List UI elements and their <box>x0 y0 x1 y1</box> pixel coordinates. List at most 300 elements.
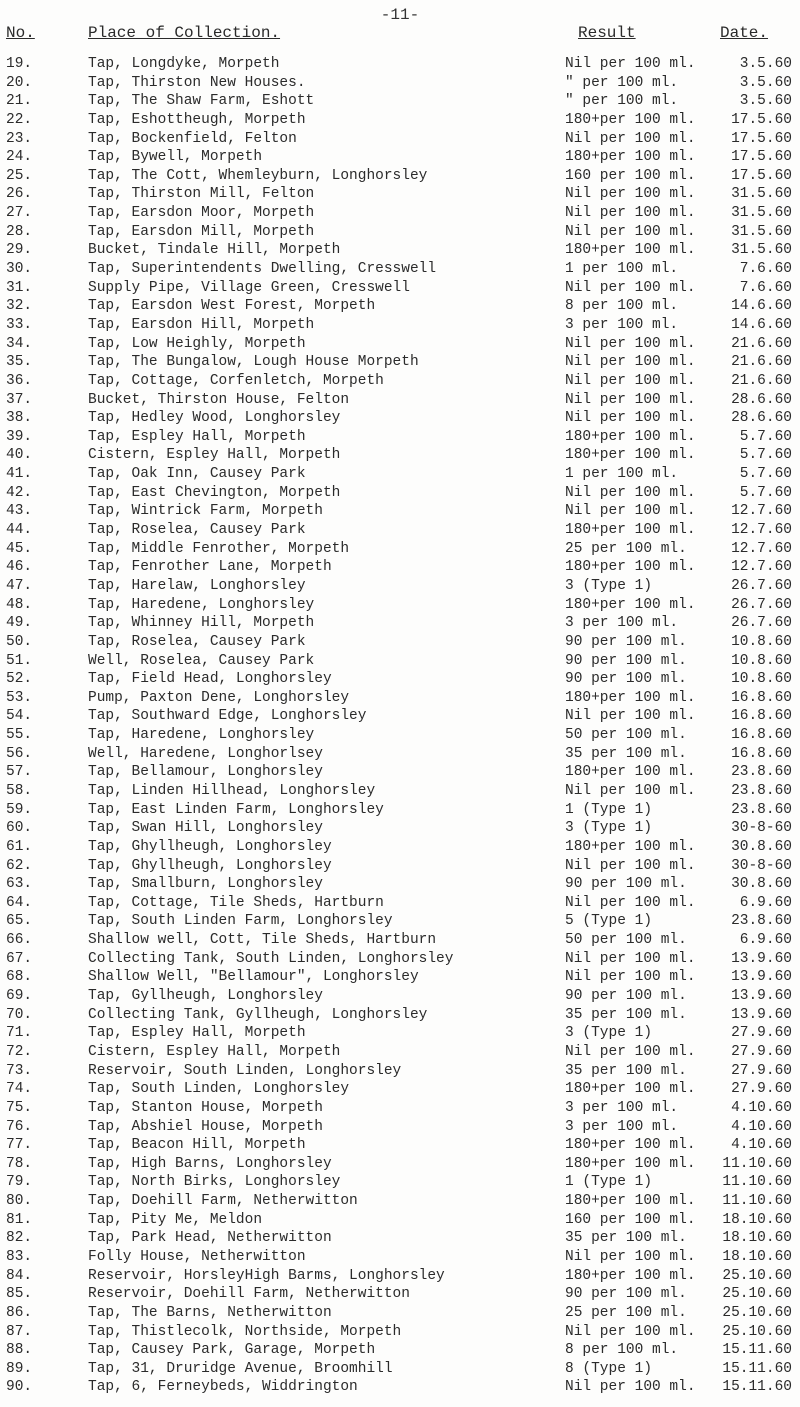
row-date: 17.5.60 <box>731 111 792 128</box>
row-number: 87. <box>6 1323 33 1340</box>
row-result: 35 per 100 ml. <box>565 745 687 762</box>
row-date: 30-8-60 <box>731 857 792 874</box>
table-row <box>0 1024 800 1043</box>
row-place: Tap, 6, Ferneybeds, Widdrington <box>88 1379 358 1396</box>
table-row <box>0 912 800 931</box>
row-date: 23.8.60 <box>731 801 792 818</box>
row-number: 70. <box>6 1006 33 1023</box>
row-place: Reservoir, HorsleyHigh Barms, Longhorsley <box>88 1267 445 1284</box>
row-date: 27.9.60 <box>731 1025 792 1042</box>
row-date: 21.6.60 <box>731 372 792 389</box>
table-row <box>0 652 800 671</box>
row-result: 90 per 100 ml. <box>565 633 687 650</box>
row-number: 53. <box>6 689 33 706</box>
row-place: Tap, Pity Me, Meldon <box>88 1211 263 1228</box>
row-date: 12.7.60 <box>731 540 792 557</box>
row-date: 30-8-60 <box>731 820 792 837</box>
row-number: 67. <box>6 950 33 967</box>
table-row <box>0 223 800 242</box>
row-date: 17.5.60 <box>731 130 792 147</box>
row-number: 22. <box>6 111 33 128</box>
table-row <box>0 260 800 279</box>
row-place: Tap, The Shaw Farm, Eshott <box>88 93 315 110</box>
row-number: 19. <box>6 56 33 72</box>
row-number: 76. <box>6 1118 33 1135</box>
table-row <box>0 167 800 186</box>
row-number: 34. <box>6 335 33 352</box>
row-result: Nil per 100 ml. <box>565 223 696 240</box>
row-number: 78. <box>6 1155 33 1172</box>
row-number: 62. <box>6 857 33 874</box>
row-result: 180+per 100 ml. <box>565 522 696 539</box>
row-result: Nil per 100 ml. <box>565 950 696 967</box>
row-number: 68. <box>6 969 33 986</box>
row-place: Reservoir, Doehill Farm, Netherwitton <box>88 1286 410 1303</box>
row-result: 3 (Type 1) <box>565 577 653 594</box>
row-result: 90 per 100 ml. <box>565 652 687 669</box>
table-row <box>0 1080 800 1099</box>
table-row <box>0 950 800 969</box>
table-row <box>0 1118 800 1137</box>
row-result: 180+per 100 ml. <box>565 428 696 445</box>
row-place: Collecting Tank, South Linden, Longhorsley <box>88 950 454 967</box>
row-result: 3 per 100 ml. <box>565 1118 679 1135</box>
row-result: 50 per 100 ml. <box>565 727 687 744</box>
row-result: 3 (Type 1) <box>565 1025 653 1042</box>
row-result: 90 per 100 ml. <box>565 671 687 688</box>
row-number: 80. <box>6 1193 33 1210</box>
row-result: 3 per 100 ml. <box>565 1099 679 1116</box>
row-result: Nil per 100 ml. <box>565 279 696 296</box>
row-date: 18.10.60 <box>722 1211 792 1228</box>
table-row <box>0 745 800 764</box>
row-place: Tap, Thirston Mill, Felton <box>88 186 315 203</box>
table-row <box>0 1043 800 1062</box>
row-result: Nil per 100 ml. <box>565 857 696 874</box>
row-place: Tap, Linden Hillhead, Longhorsley <box>88 782 376 799</box>
row-place: Tap, Earsdon Mill, Morpeth <box>88 223 315 240</box>
row-date: 25.10.60 <box>722 1323 792 1340</box>
row-date: 5.7.60 <box>739 447 792 464</box>
row-number: 88. <box>6 1342 33 1359</box>
row-date: 3.5.60 <box>739 56 792 72</box>
row-date: 10.8.60 <box>731 671 792 688</box>
table-row <box>0 1173 800 1192</box>
row-date: 5.7.60 <box>739 484 792 501</box>
row-place: Tap, Swan Hill, Longhorsley <box>88 820 323 837</box>
row-result: 3 per 100 ml. <box>565 615 679 632</box>
row-number: 63. <box>6 876 33 893</box>
row-result: Nil per 100 ml. <box>565 969 696 986</box>
row-number: 72. <box>6 1043 33 1060</box>
row-result: 1 (Type 1) <box>565 801 653 818</box>
row-place: Cistern, Espley Hall, Morpeth <box>88 447 341 464</box>
row-date: 27.9.60 <box>731 1081 792 1098</box>
table-row <box>0 931 800 950</box>
row-result: 8 (Type 1) <box>565 1360 653 1377</box>
table-row <box>0 484 800 503</box>
row-date: 27.9.60 <box>731 1062 792 1079</box>
row-place: Tap, Southward Edge, Longhorsley <box>88 708 367 725</box>
table-row <box>0 1378 800 1397</box>
row-date: 16.8.60 <box>731 708 792 725</box>
row-place: Tap, Doehill Farm, Netherwitton <box>88 1193 358 1210</box>
row-date: 4.10.60 <box>731 1118 792 1135</box>
row-place: Tap, Abshiel House, Morpeth <box>88 1118 323 1135</box>
row-place: Cistern, Espley Hall, Morpeth <box>88 1043 341 1060</box>
row-date: 31.5.60 <box>731 242 792 259</box>
row-number: 47. <box>6 577 33 594</box>
row-place: Pump, Paxton Dene, Longhorsley <box>88 689 350 706</box>
row-number: 43. <box>6 503 33 520</box>
row-place: Tap, Hedley Wood, Longhorsley <box>88 410 341 427</box>
row-number: 20. <box>6 74 33 91</box>
row-number: 46. <box>6 559 33 576</box>
row-date: 13.9.60 <box>731 950 792 967</box>
row-date: 16.8.60 <box>731 727 792 744</box>
row-date: 6.9.60 <box>739 932 792 949</box>
table-row <box>0 241 800 260</box>
table-row <box>0 875 800 894</box>
table-row <box>0 1192 800 1211</box>
row-result: 50 per 100 ml. <box>565 932 687 949</box>
row-place: Shallow Well, "Bellamour", Longhorsley <box>88 969 419 986</box>
row-place: Tap, Bellamour, Longhorsley <box>88 764 323 781</box>
table-row <box>0 1360 800 1379</box>
row-number: 81. <box>6 1211 33 1228</box>
table-row <box>0 111 800 130</box>
row-place: Tap, Fenrother Lane, Morpeth <box>88 559 332 576</box>
row-date: 11.10.60 <box>722 1174 792 1191</box>
row-place: Reservoir, South Linden, Longhorsley <box>88 1062 402 1079</box>
row-date: 21.6.60 <box>731 335 792 352</box>
row-place: Well, Haredene, Longhorlsey <box>88 745 323 762</box>
row-place: Tap, East Linden Farm, Longhorsley <box>88 801 384 818</box>
row-number: 84. <box>6 1267 33 1284</box>
row-result: 25 per 100 ml. <box>565 1304 687 1321</box>
row-date: 23.8.60 <box>731 913 792 930</box>
row-number: 79. <box>6 1174 33 1191</box>
row-place: Tap, Oak Inn, Causey Park <box>88 466 306 483</box>
row-result: " per 100 ml. <box>565 74 679 91</box>
table-row <box>0 1285 800 1304</box>
table-row <box>0 1323 800 1342</box>
row-place: Tap, Harelaw, Longhorsley <box>88 577 306 594</box>
row-place: Supply Pipe, Village Green, Cresswell <box>88 279 410 296</box>
row-result: Nil per 100 ml. <box>565 1043 696 1060</box>
table-row <box>0 1155 800 1174</box>
row-result: Nil per 100 ml. <box>565 391 696 408</box>
row-place: Tap, East Chevington, Morpeth <box>88 484 341 501</box>
row-result: Nil per 100 ml. <box>565 56 696 72</box>
row-place: Tap, Whinney Hill, Morpeth <box>88 615 315 632</box>
row-place: Tap, Smallburn, Longhorsley <box>88 876 323 893</box>
row-place: Tap, Espley Hall, Morpeth <box>88 1025 306 1042</box>
row-number: 89. <box>6 1360 33 1377</box>
table-row <box>0 1248 800 1267</box>
header-no: No. <box>6 24 35 42</box>
row-result: 35 per 100 ml. <box>565 1062 687 1079</box>
row-date: 11.10.60 <box>722 1193 792 1210</box>
table-row <box>0 428 800 447</box>
row-result: 180+per 100 ml. <box>565 559 696 576</box>
row-result: 8 per 100 ml. <box>565 1342 679 1359</box>
row-result: Nil per 100 ml. <box>565 335 696 352</box>
row-date: 6.9.60 <box>739 894 792 911</box>
row-number: 86. <box>6 1304 33 1321</box>
row-number: 31. <box>6 279 33 296</box>
row-date: 28.6.60 <box>731 410 792 427</box>
row-place: Tap, Ghyllheugh, Longhorsley <box>88 857 332 874</box>
row-result: 3 (Type 1) <box>565 820 653 837</box>
table-row <box>0 502 800 521</box>
table-row <box>0 540 800 559</box>
row-result: 180+per 100 ml. <box>565 1081 696 1098</box>
row-place: Tap, Bywell, Morpeth <box>88 149 263 166</box>
row-date: 10.8.60 <box>731 652 792 669</box>
row-date: 3.5.60 <box>739 93 792 110</box>
header-result: Result <box>578 24 636 42</box>
row-result: Nil per 100 ml. <box>565 782 696 799</box>
row-date: 28.6.60 <box>731 391 792 408</box>
table-row <box>0 1229 800 1248</box>
table-row <box>0 1006 800 1025</box>
row-result: 180+per 100 ml. <box>565 149 696 166</box>
row-date: 25.10.60 <box>722 1267 792 1284</box>
row-number: 23. <box>6 130 33 147</box>
row-number: 61. <box>6 838 33 855</box>
row-result: " per 100 ml. <box>565 93 679 110</box>
row-date: 15.11.60 <box>722 1342 792 1359</box>
table-row <box>0 633 800 652</box>
row-number: 24. <box>6 149 33 166</box>
row-number: 74. <box>6 1081 33 1098</box>
row-result: 180+per 100 ml. <box>565 764 696 781</box>
row-date: 26.7.60 <box>731 577 792 594</box>
table-row <box>0 55 800 74</box>
row-result: Nil per 100 ml. <box>565 708 696 725</box>
row-place: Tap, Roselea, Causey Park <box>88 633 306 650</box>
row-date: 27.9.60 <box>731 1043 792 1060</box>
row-place: Tap, Causey Park, Garage, Morpeth <box>88 1342 376 1359</box>
row-result: 90 per 100 ml. <box>565 876 687 893</box>
row-place: Folly House, Netherwitton <box>88 1249 306 1265</box>
row-number: 60. <box>6 820 33 837</box>
table-row <box>0 446 800 465</box>
row-date: 5.7.60 <box>739 428 792 445</box>
table-row <box>0 372 800 391</box>
row-date: 26.7.60 <box>731 615 792 632</box>
row-number: 64. <box>6 894 33 911</box>
page-number: -11- <box>380 6 420 24</box>
table-row <box>0 335 800 354</box>
table-row <box>0 1136 800 1155</box>
row-place: Tap, The Bungalow, Lough House Morpeth <box>88 354 419 371</box>
row-date: 26.7.60 <box>731 596 792 613</box>
table-row <box>0 316 800 335</box>
row-place: Tap, Superintendents Dwelling, Cresswell <box>88 261 437 278</box>
row-number: 77. <box>6 1137 33 1154</box>
row-result: Nil per 100 ml. <box>565 1323 696 1340</box>
table-row <box>0 614 800 633</box>
table-row <box>0 596 800 615</box>
row-place: Tap, Thirston New Houses. <box>88 74 306 91</box>
row-number: 65. <box>6 913 33 930</box>
row-date: 18.10.60 <box>722 1249 792 1265</box>
table-row <box>0 74 800 93</box>
row-date: 23.8.60 <box>731 782 792 799</box>
row-date: 3.5.60 <box>739 74 792 91</box>
row-number: 42. <box>6 484 33 501</box>
row-result: Nil per 100 ml. <box>565 372 696 389</box>
row-result: 180+per 100 ml. <box>565 111 696 128</box>
row-result: Nil per 100 ml. <box>565 1249 696 1265</box>
row-place: Tap, Stanton House, Morpeth <box>88 1099 323 1116</box>
row-result: 5 (Type 1) <box>565 913 653 930</box>
row-date: 30.8.60 <box>731 838 792 855</box>
row-place: Tap, Earsdon Hill, Morpeth <box>88 316 315 333</box>
row-number: 35. <box>6 354 33 371</box>
row-place: Tap, Park Head, Netherwitton <box>88 1230 332 1247</box>
row-place: Tap, Low Heighly, Morpeth <box>88 335 306 352</box>
row-date: 13.9.60 <box>731 969 792 986</box>
row-number: 26. <box>6 186 33 203</box>
row-number: 82. <box>6 1230 33 1247</box>
table-row <box>0 763 800 782</box>
row-date: 25.10.60 <box>722 1304 792 1321</box>
header-place: Place of Collection. <box>88 24 281 42</box>
row-number: 50. <box>6 633 33 650</box>
row-place: Tap, South Linden, Longhorsley <box>88 1081 350 1098</box>
row-result: 25 per 100 ml. <box>565 540 687 557</box>
row-number: 54. <box>6 708 33 725</box>
row-number: 69. <box>6 988 33 1005</box>
row-number: 37. <box>6 391 33 408</box>
row-result: Nil per 100 ml. <box>565 354 696 371</box>
row-number: 66. <box>6 932 33 949</box>
row-place: Tap, Cottage, Tile Sheds, Hartburn <box>88 894 384 911</box>
row-date: 17.5.60 <box>731 149 792 166</box>
table-row <box>0 204 800 223</box>
table-row <box>0 185 800 204</box>
table-row <box>0 782 800 801</box>
header-date: Date. <box>720 24 769 42</box>
row-result: 35 per 100 ml. <box>565 1006 687 1023</box>
table-row <box>0 707 800 726</box>
row-date: 25.10.60 <box>722 1286 792 1303</box>
row-place: Tap, Haredene, Longhorsley <box>88 596 315 613</box>
table-row <box>0 465 800 484</box>
row-number: 57. <box>6 764 33 781</box>
row-date: 12.7.60 <box>731 522 792 539</box>
row-result: 180+per 100 ml. <box>565 596 696 613</box>
row-number: 33. <box>6 316 33 333</box>
row-number: 90. <box>6 1379 33 1396</box>
row-number: 83. <box>6 1249 33 1265</box>
row-place: Collecting Tank, Gyllheugh, Longhorsley <box>88 1006 428 1023</box>
table-row <box>0 726 800 745</box>
row-date: 30.8.60 <box>731 876 792 893</box>
row-place: Tap, Eshottheugh, Morpeth <box>88 111 306 128</box>
table-row <box>0 670 800 689</box>
row-place: Tap, Field Head, Longhorsley <box>88 671 332 688</box>
table-row <box>0 391 800 410</box>
row-date: 23.8.60 <box>731 764 792 781</box>
row-number: 73. <box>6 1062 33 1079</box>
row-place: Tap, South Linden Farm, Longhorsley <box>88 913 393 930</box>
row-date: 31.5.60 <box>731 186 792 203</box>
row-date: 7.6.60 <box>739 279 792 296</box>
row-result: 180+per 100 ml. <box>565 242 696 259</box>
row-number: 44. <box>6 522 33 539</box>
row-place: Tap, Middle Fenrother, Morpeth <box>88 540 350 557</box>
table-row <box>0 819 800 838</box>
row-number: 25. <box>6 167 33 184</box>
row-date: 14.6.60 <box>731 298 792 315</box>
row-result: 35 per 100 ml. <box>565 1230 687 1247</box>
row-number: 56. <box>6 745 33 762</box>
row-place: Tap, Ghyllheugh, Longhorsley <box>88 838 332 855</box>
row-number: 58. <box>6 782 33 799</box>
row-place: Tap, Bockenfield, Felton <box>88 130 297 147</box>
row-date: 31.5.60 <box>731 205 792 222</box>
row-place: Bucket, Thirston House, Felton <box>88 391 350 408</box>
table-row <box>0 894 800 913</box>
table-row <box>0 838 800 857</box>
row-result: 90 per 100 ml. <box>565 988 687 1005</box>
row-result: Nil per 100 ml. <box>565 130 696 147</box>
table-row <box>0 1341 800 1360</box>
table-row <box>0 857 800 876</box>
row-date: 7.6.60 <box>739 261 792 278</box>
row-date: 31.5.60 <box>731 223 792 240</box>
row-place: Tap, Beacon Hill, Morpeth <box>88 1137 306 1154</box>
row-place: Tap, Wintrick Farm, Morpeth <box>88 503 323 520</box>
table-row <box>0 297 800 316</box>
row-number: 59. <box>6 801 33 818</box>
table-row <box>0 1211 800 1230</box>
row-place: Shallow well, Cott, Tile Sheds, Hartburn <box>88 932 437 949</box>
row-result: 180+per 100 ml. <box>565 447 696 464</box>
table-row <box>0 577 800 596</box>
row-number: 38. <box>6 410 33 427</box>
row-place: Tap, The Barns, Netherwitton <box>88 1304 332 1321</box>
table-row <box>0 92 800 111</box>
row-date: 18.10.60 <box>722 1230 792 1247</box>
table-row <box>0 1304 800 1323</box>
row-result: Nil per 100 ml. <box>565 205 696 222</box>
table-row <box>0 1062 800 1081</box>
row-date: 10.8.60 <box>731 633 792 650</box>
row-place: Tap, High Barns, Longhorsley <box>88 1155 332 1172</box>
row-number: 71. <box>6 1025 33 1042</box>
row-date: 15.11.60 <box>722 1360 792 1377</box>
row-result: 180+per 100 ml. <box>565 1267 696 1284</box>
row-date: 11.10.60 <box>722 1155 792 1172</box>
row-number: 39. <box>6 428 33 445</box>
row-result: Nil per 100 ml. <box>565 1379 696 1396</box>
table-row <box>0 130 800 149</box>
table-row <box>0 801 800 820</box>
row-result: 3 per 100 ml. <box>565 316 679 333</box>
row-number: 55. <box>6 727 33 744</box>
row-place: Tap, The Cott, Whemleyburn, Longhorsley <box>88 167 428 184</box>
row-date: 13.9.60 <box>731 1006 792 1023</box>
row-number: 32. <box>6 298 33 315</box>
row-result: 160 per 100 ml. <box>565 1211 696 1228</box>
row-number: 30. <box>6 261 33 278</box>
table-row <box>0 987 800 1006</box>
